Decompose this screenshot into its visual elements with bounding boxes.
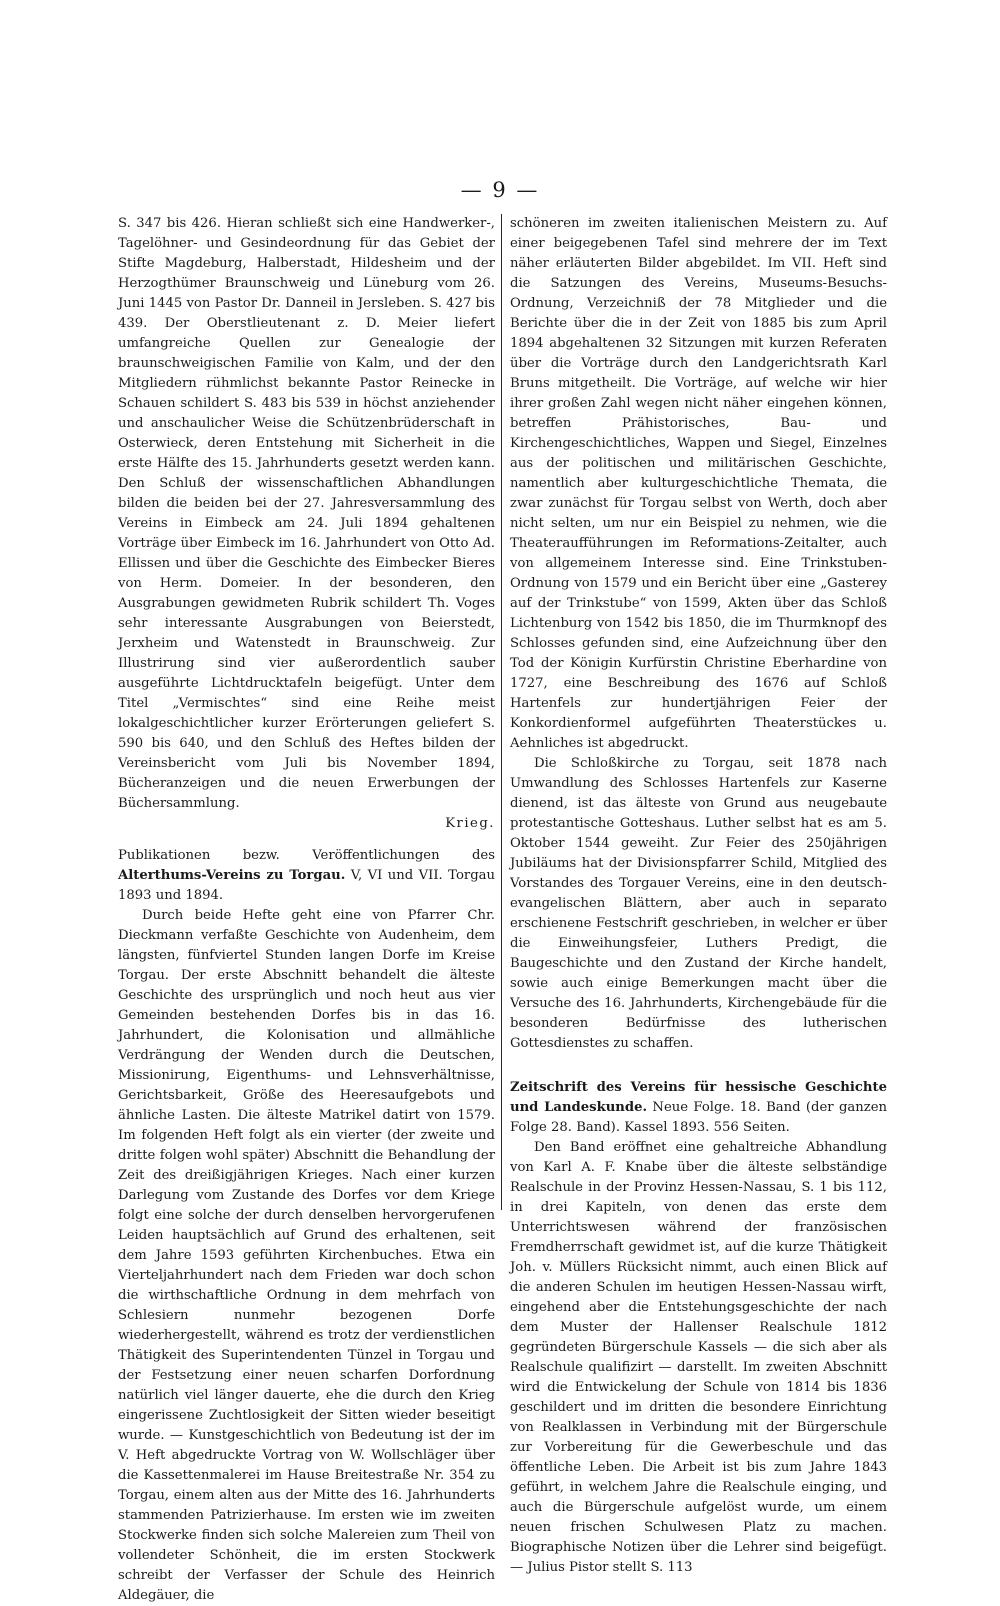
entry-title-rest: V, VI und VII. Torgau 1893 und 1894. — [118, 868, 495, 903]
right-paragraph-1: schöneren im zweiten italienischen Meistern zu. Auf einer beigegebenen Tafel sind mehrere der im Text näher erläuterten Bilder abgebildet. Im VII. Heft sind die Satzungen des Vereins, Museums-Besuchs-Ordnung, Verzeichniß der 78 Mitglieder und die Berichte über die in der Zeit von 1885 bis zum April 1894 abgehaltenen 32 Sitzungen mit kurzen Referaten über die Vorträge durch den Landgerichtsrath Karl Bruns mitgetheilt. Die Vorträge, auf welche wir hier ihrer großen Zahl wegen nicht näher eingehen können, betreffen Prähistorisches, Bau- und Kirchengeschichtliches, Wappen und Siegel, Einzelnes aus der politischen und militärischen Geschichte, namentlich aber kulturgeschichtliche Themata, die zwar zunächst für Torgau selbst von Werth, doch aber nicht selten, um nur ein Beispiel zu nehmen, wie die Theateraufführungen im Reformations-Zeitalter, auch von allgemeinem Interesse sind. Eine Trinkstuben-Ordnung von 1579 und ein Bericht über eine „Gasterey auf der Trinkstube“ von 1599, Akten über das Schloß Lichtenburg von 1542 bis 1850, die im Thurmknopf des Schlosses gefunden sind, eine Aufzeichnung über den Tod der Königin Kurfürstin Christine Eberhardine von 1727, eine Beschreibung des 1676 auf Schloß Hartenfels zur hundertjährigen Feier der Konkordienformel aufgeführten Theaterstückes u. Aehnliches ist abgedruckt. — [510, 216, 887, 751]
left-paragraph-2: Durch beide Hefte geht eine von Pfarrer Chr. Dieckmann verfaßte Geschichte von Audenheim, dem längsten, fünfviertel Stunden langen Dorfe im Kreise Torgau. Der erste Abschnitt behandelt die älteste Geschichte des ursprünglich und noch heut aus vier Gemeinden bestehenden Dorfes bis in das 16. Jahrhundert, die Kolonisation und allmähliche Verdrängung der Wenden durch die Deutschen, Missionirung, Eigenthums- und Lehnsverhältnisse, Gerichtsbarkeit, Größe des Heeresaufgebots und ähnliche Lasten. Die älteste Matrikel datirt von 1579. Im folgenden Heft folgt als ein vierter (der zweite und dritte folgen wohl später) Abschnitt die Behandlung der Zeit des dreißigjährigen Krieges. Nach einer kurzen Darlegung vom Zustande des Dorfes vor dem Kriege folgt eine solche der durch denselben hervorgerufenen Leiden hauptsächlich auf Grund des erhaltenen, seit dem Jahre 1593 geführten Kirchenbuches. Etwa ein Vierteljahrhundert nach dem Frieden war doch schon die wirthschaftliche Ordnung in dem mehrfach von Schlesiern nunmehr bezogenen Dorfe wiederhergestellt, während es trotz der verdienstlichen Thätigkeit des Superintendenten Tünzel in Torgau und der Festsetzung einer neuen scharfen Dorfordnung natürlich viel länger dauerte, ehe die durch den Krieg eingerissene Zuchtlosigkeit der Sitten wieder beseitigt wurde. — Kunstgeschichtlich von Bedeutung ist der im V. Heft abgedruckte Vortrag von W. Wollschläger über die Kassettenmalerei im Hause Breitestraße Nr. 354 zu Torgau, einem alten aus der Mitte des 16. Jahrhunderts stammenden Patrizierhause. Im ersten wie im zweiten Stockwerke finden sich solche Malereien zum Theil von vollendeter Schönheit, die im ersten Stockwerk schreibt der Verfasser der Schule des Heinrich Aldegäuer, die — [118, 908, 495, 1603]
signature-krieg: Krieg. — [445, 816, 495, 831]
left-paragraph-1: S. 347 bis 426. Hieran schließt sich eine Handwerker-, Tagelöhner- und Gesindeordnung für das Gebiet der Stifte Magdeburg, Halberstadt, Hildesheim und der Herzogthümer Braunschweig und Lüneburg vom 26. Juni 1445 von Pastor Dr. Danneil in Jersleben. S. 427 bis 439. Der Oberstlieutenant z. D. Meier liefert umfangreiche Quellen zur Genealogie der braunschweigischen Familie von Kalm, und der den Mitgliedern rühmlichst bekannte Pastor Reinecke in Schauen schildert S. 483 bis 539 in höchst anziehender und anschaulicher Weise die Schützenbrüderschaft in Osterwieck, deren Entstehung mit Sicherheit in die erste Hälfte des 15. Jahrhunderts gesetzt werden kann. Den Schluß der wissenschaftlichen Abhandlungen bilden die beiden bei der 27. Jahresversammlung des Vereins in Eimbeck am 24. Juli 1894 gehaltenen Vorträge über Eimbeck im 16. Jahrhundert von Otto Ad. Ellissen und über die Geschichte des Eimbecker Bieres von Herm. Domeier. In der besonderen, den Ausgrabungen gewidmeten Rubrik schildert Th. Voges sehr interessante Ausgrabungen von Beierstedt, Jerxheim und Watenstedt in Braunschweig. Zur Illustrirung sind vier außerordentlich sauber ausgeführte Lichtdrucktafeln beigefügt. Unter dem Titel „Vermischtes“ sind eine Reihe meist lokalgeschichtlicher kurzer Erörterungen geliefert S. 590 bis 640, und den Schluß des Heftes bilden der Vereinsbericht vom Juli bis November 1894, Bücheranzeigen und die neuen Erwerbungen der Büchersammlung. — [118, 216, 495, 811]
entry-title-bold: Zeitschrift des Vereins für hessische Geschichte und Landeskunde. — [510, 1080, 887, 1115]
entry-title-torgau — [118, 846, 495, 906]
entry-title-bold: Alterthums-Vereins zu Torgau. — [118, 868, 346, 883]
entry-title-hessen — [510, 1078, 887, 1138]
entry-title-rest: Neue Folge. 18. Band (der ganzen Folge 28. Band). Kassel 1893. 556 Seiten. — [510, 1100, 887, 1135]
left-column — [118, 214, 495, 1606]
right-column — [510, 214, 887, 1578]
right-paragraph-2: Die Schloßkirche zu Torgau, seit 1878 nach Umwandlung des Schlosses Hartenfels zur Kaserne dienend, ist das älteste von Grund aus neugebaute protestantische Gotteshaus. Luther selbst hat es am 5. Oktober 1544 geweiht. Zur Feier des 250jährigen Jubiläums hat der Divisionspfarrer Schild, Mitglied des Vorstandes des Torgauer Vereins, eine in den deutsch-evangelischen Blättern, aber auch in separato erschienene Festschrift geschrieben, in welcher er über die Einweihungsfeier, Luthers Predigt, die Baugeschichte und den Zustand der Kirche handelt, sowie auch einige Bemerkungen macht über die Versuche des 16. Jahrhunderts, Kirchengebäude für die besonderen Bedürfnisse des lutherischen Gottesdienstes zu schaffen. — [510, 756, 887, 1051]
column-divider — [501, 214, 502, 1210]
entry-title-plain: Publikationen bezw. Veröffentlichungen des — [118, 848, 495, 863]
right-paragraph-3: Den Band eröffnet eine gehaltreiche Abhandlung von Karl A. F. Knabe über die älteste selbständige Realschule in der Provinz Hessen-Nassau, S. 1 bis 112, in drei Kapiteln, von denen das erste dem Unterrichtswesen während der französischen Fremdherrschaft gewidmet ist, auf die kurze Thätigkeit Joh. v. Müllers Rücksicht nimmt, auch einen Blick auf die anderen Schulen im heutigen Hessen-Nassau wirft, eingehend aber die Entstehungsgeschichte der nach dem Muster der Hallenser Realschule 1812 gegründeten Bürgerschule Kassels — die sich aber als Realschule qualifizirt — darstellt. Im zweiten Abschnitt wird die Entwickelung der Schule von 1814 bis 1836 geschildert und im dritten die besondere Einrichtung von Realklassen in Verbindung mit der Bürgerschule zur Vorbereitung für die Gewerbeschule und das öffentliche Leben. Die Arbeit ist bis zum Jahre 1843 geführt, in welchem Jahre die Realschule einging, und auch die Bürgerschule aufgelöst wurde, um einem neuen frischen Schulwesen Platz zu machen. Biographische Notizen über die Lehrer sind beigefügt. — Julius Pistor stellt S. 113 — [510, 1140, 887, 1575]
page-number: — 9 — — [460, 178, 540, 202]
